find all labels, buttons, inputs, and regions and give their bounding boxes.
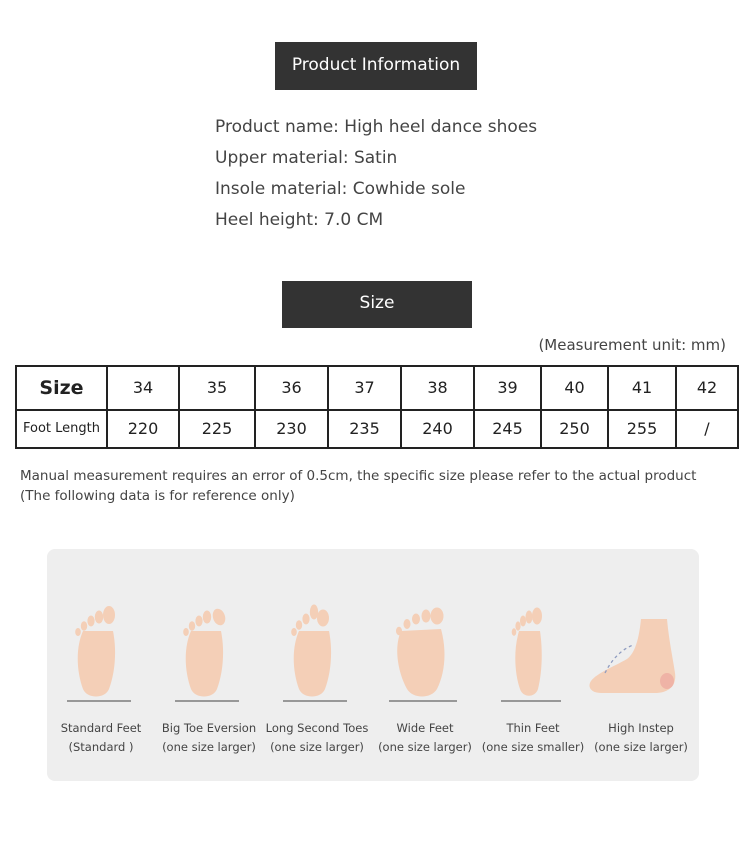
size-cell: 38 <box>401 366 474 410</box>
foot-type-high-instep <box>587 549 695 781</box>
foot-length-cell: 235 <box>328 410 401 448</box>
foot-type-wide <box>371 549 479 781</box>
size-cell: 42 <box>676 366 738 410</box>
foot-type-advice: (one size larger) <box>594 740 688 754</box>
foot-type-panel <box>47 549 699 781</box>
measurement-disclaimer: Manual measurement requires an error of 0.5cm, the specific size please refer to the actual product (The following data is for reference only) <box>20 468 697 504</box>
foot-type-advice: (one size larger) <box>270 740 364 754</box>
high-instep-foot-icon <box>583 601 683 706</box>
size-cell: 35 <box>179 366 255 410</box>
product-info-list <box>215 113 537 237</box>
size-cell: 36 <box>255 366 328 410</box>
product-name-line: Product name: High heel dance shoes <box>215 117 538 137</box>
long-second-toe-foot-icon <box>277 601 357 706</box>
foot-length-cell: 255 <box>608 410 676 448</box>
foot-length-row-header: Foot Length <box>16 410 107 448</box>
upper-material-line: Upper material: Satin <box>215 148 398 168</box>
foot-length-cell: 230 <box>255 410 328 448</box>
foot-type-advice: (one size larger) <box>162 740 256 754</box>
foot-length-cell: 220 <box>107 410 179 448</box>
size-row-header: Size <box>16 366 107 410</box>
foot-type-name: High Instep <box>608 721 674 735</box>
foot-type-thin <box>479 549 587 781</box>
size-cell: 41 <box>608 366 676 410</box>
foot-type-big-toe-eversion <box>155 549 263 781</box>
foot-type-name: Long Second Toes <box>265 721 369 735</box>
product-information-banner: Product Information <box>275 42 477 90</box>
big-toe-eversion-foot-icon <box>169 601 249 706</box>
foot-type-name: Wide Feet <box>396 721 454 735</box>
heel-height-line: Heel height: 7.0 CM <box>215 210 384 230</box>
wide-foot-icon <box>385 601 465 706</box>
standard-foot-icon <box>61 601 141 706</box>
size-cell: 40 <box>541 366 608 410</box>
foot-type-name: Standard Feet <box>60 721 142 735</box>
foot-type-advice: (one size smaller) <box>481 740 585 754</box>
foot-type-advice: (Standard ) <box>68 740 134 754</box>
foot-type-name: Thin Feet <box>506 721 560 735</box>
foot-length-cell: 225 <box>179 410 255 448</box>
foot-type-name: Big Toe Eversion <box>161 721 257 735</box>
foot-length-cell: / <box>676 410 738 448</box>
foot-length-cell: 240 <box>401 410 474 448</box>
size-cell: 37 <box>328 366 401 410</box>
foot-length-cell: 250 <box>541 410 608 448</box>
size-cell: 34 <box>107 366 179 410</box>
foot-length-row <box>16 410 738 448</box>
size-row <box>16 366 738 410</box>
insole-material-line: Insole material: Cowhide sole <box>215 179 466 199</box>
size-chart-table <box>15 365 739 449</box>
foot-type-advice: (one size larger) <box>378 740 472 754</box>
foot-type-long-second-toes <box>263 549 371 781</box>
foot-length-cell: 245 <box>474 410 541 448</box>
foot-type-standard <box>47 549 155 781</box>
size-banner: Size <box>282 281 472 328</box>
size-cell: 39 <box>474 366 541 410</box>
thin-foot-icon <box>493 601 573 706</box>
measurement-unit-note: (Measurement unit: mm) <box>538 336 726 354</box>
